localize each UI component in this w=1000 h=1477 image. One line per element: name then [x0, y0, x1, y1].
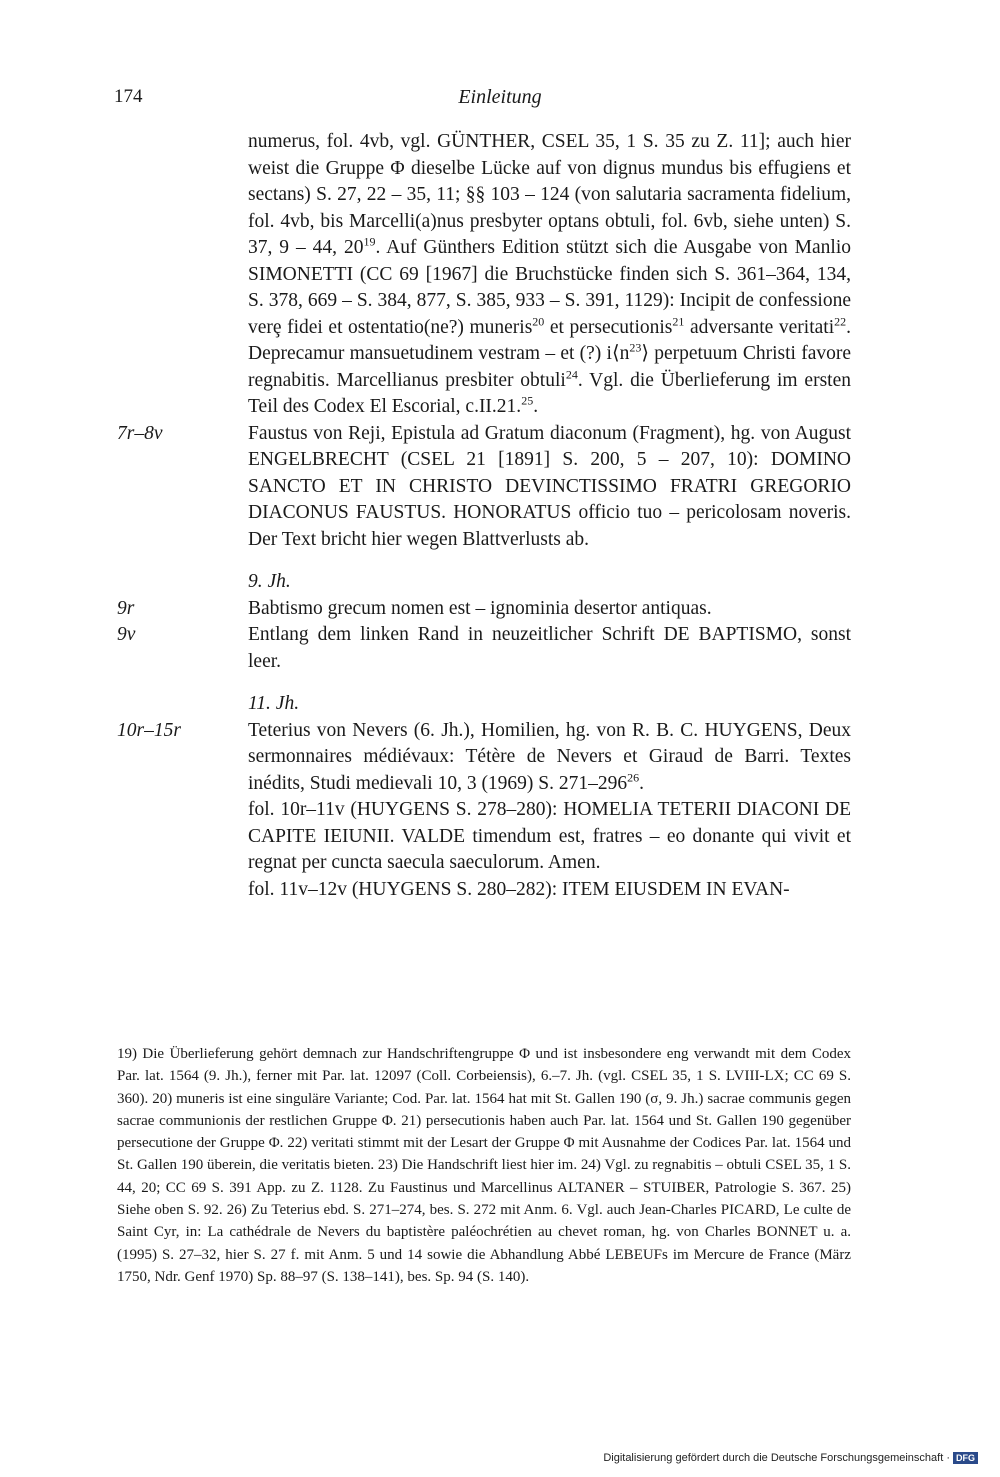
entry-folio — [117, 718, 851, 904]
paragraph: fol. 11v–12v (HUYGENS S. 280–282): ITEM EIUSDEM IN EVAN- — [248, 878, 790, 900]
footnote-ref[interactable]: 20 — [532, 314, 545, 328]
footnote-ref[interactable]: 23 — [629, 340, 642, 355]
dfg-logo-icon: DFG — [953, 1452, 978, 1464]
footnote-ref[interactable]: 21 — [672, 314, 685, 328]
entry-folio — [117, 622, 851, 675]
footnote-ref[interactable]: 24 — [565, 367, 578, 381]
folio-label: 10r–15r — [117, 719, 181, 741]
paragraph: Entlang dem linken Rand in neuzeitlicher Schrift DE BAPTISMO, sonst leer. — [248, 624, 851, 672]
dfg-banner-text: Digitalisierung gefördert durch die Deutsche Forschungsgemeinschaft · — [603, 1452, 950, 1464]
entry-folio — [117, 596, 851, 623]
century-heading: 9. Jh. — [248, 571, 291, 592]
entry-continuation — [117, 129, 851, 421]
footnote-ref[interactable]: 19 — [363, 234, 376, 249]
main-text — [117, 129, 851, 903]
paragraph: Babtismo grecum nomen est – ignominia desertor antiquas. — [248, 597, 712, 619]
paragraph: Teterius von Nevers (6. Jh.), Homilien, hg. von R. B. C. HUYGENS, Deux sermonnaires médiévaux: Tétère de Nevers et Giraud de Barri. Textes inédits, Studi medievali 10, 3 (1969) S. $271-296^{26}$. — [248, 719, 851, 794]
folio-label: 7r–8v — [117, 422, 163, 444]
dfg-banner — [603, 1452, 978, 1464]
footnote-text: 19) Die Überlieferung gehört demnach zur Handschriftengruppe Φ und ist insbesondere eng verwandt mit dem Codex Par. lat. 1564 (9. Jh.), ferner mit Par. lat. 12097 (Coll. Corbeiensis), 6.–7. Jh. (vgl. CSEL 35, 1 S. LVIII-LX; CC 69 S. 360). 20) muneris ist eine singuläre Variante; Cod. Par. lat. 1564 hat mit St. Gallen 190 (σ, 9. Jh.) sacrae communis gegen sacrae communionis der restlichen Gruppe Φ. 21) persecutionis haben auch Par. lat. 1564 und St. Gallen 190 gegenüber persecutione der Gruppe Φ. 22) veritati stimmt mit der Lesart der Gruppe Φ mit Ausnahme der Codices Par. lat. 1564 und St. Gallen 190 überein, die veritatis bieten. 23) Die Handschrift liest hier im. 24) Vgl. zu regnabitis – obtuli CSEL 35, 1 S. 44, 20; CC 69 S. 391 App. zu Z. 1128. Zu Faustinus und Marcellinus ALTANER – STUIBER, Patrologie S. 367. 25) Siehe oben S. 92. 26) Zu Teterius ebd. S. 271–274, bes. S. 272 mit Anm. 6. Vgl. auch Jean-Charles PICARD, Le culte de Saint Cyr, in: La cathédrale de Nevers du baptistère paléochrétien au chevet roman, hg. von Charles BONNET u. a. (1995) S. 27–32, hier S. 27 f. mit Anm. 5 und 14 sowie die Abhandlung Abbé LEBEUFs im Mercure de France (März 1750, Ndr. Genf 1970) Sp. 88–97 (S. 138–141), bes. Sp. 94 (S. 140). — [117, 1046, 851, 1285]
footnote-ref[interactable]: 26 — [627, 770, 640, 784]
footnotes — [117, 1043, 851, 1288]
century-heading: 11. Jh. — [248, 693, 300, 714]
paragraph: fol. 10r–11v (HUYGENS S. 278–280): HOMELIA TETERII DIACONI DE CAPITE IEIUNII. VALDE timendum est, fratres – eo donante qui vivit et regnat per cuncta saecula saeculorum. Amen. — [248, 799, 851, 873]
footnote-ref[interactable]: 22 — [834, 314, 847, 328]
running-title: Einleitung — [458, 86, 542, 108]
folio-label: 9r — [117, 597, 135, 619]
page-number: 174 — [114, 86, 143, 107]
footnote-ref[interactable]: 25 — [521, 393, 534, 408]
paragraph: numerus, fol. 4vb, vgl. GÜNTHER, CSEL 35, 1 S. 35 zu Z. 11]; auch hier weist die Gruppe Φ dieselbe Lücke auf von dignus mundus bis effugiens et sectans) S. 27, 22 – 35, 11; §§ 103 – 124 (von salutaria sacramenta fidelium, fol. 4vb, bis Marcelli(a)nus presbyter optans obtuli, fol. 6vb, siehe unten) S. 37, 9 – 44, $20^{19}$. Auf Günthers Edition stützt sich die Ausgabe von Manlio SIMONETTI (CC 69 [1967] die Bruchstücke finden sich S. 361–364, 134, S. 378, 669 – S. 384, 877, S. 385, 933 – S. 391, 1129): Incipit de confessione verȩ fidei et ostentatio(ne?) muneris$^{20}$ et persecutionis$^{21}$ adversante veritati$^{22}$. Deprecamur mansuetudinem vestram – et (?) $i⟨n^{23}⟩$ perpetuum Christi favore regnabitis. Marcellianus presbiter obtuli$^{24}$. Vgl. die Überlieferung im ersten Teil des Codex El Escorial, c.II.21.25. — [248, 131, 852, 417]
paragraph: Faustus von Reji, Epistula ad Gratum diaconum (Fragment), hg. von August ENGELBRECHT (CSEL 21 [1891] S. 200, 5 – 207, 10): DOMINO SANCTO ET IN CHRISTO DEVINCTISSIMO FRATRI GREGORIO DIACONUS FAUSTUS. HONORATUS officio tuo – pericolosam noveris. Der Text bricht hier wegen Blattverlusts ab. — [248, 422, 851, 550]
folio-label: 9v — [117, 624, 136, 645]
entry-folio — [117, 421, 851, 554]
